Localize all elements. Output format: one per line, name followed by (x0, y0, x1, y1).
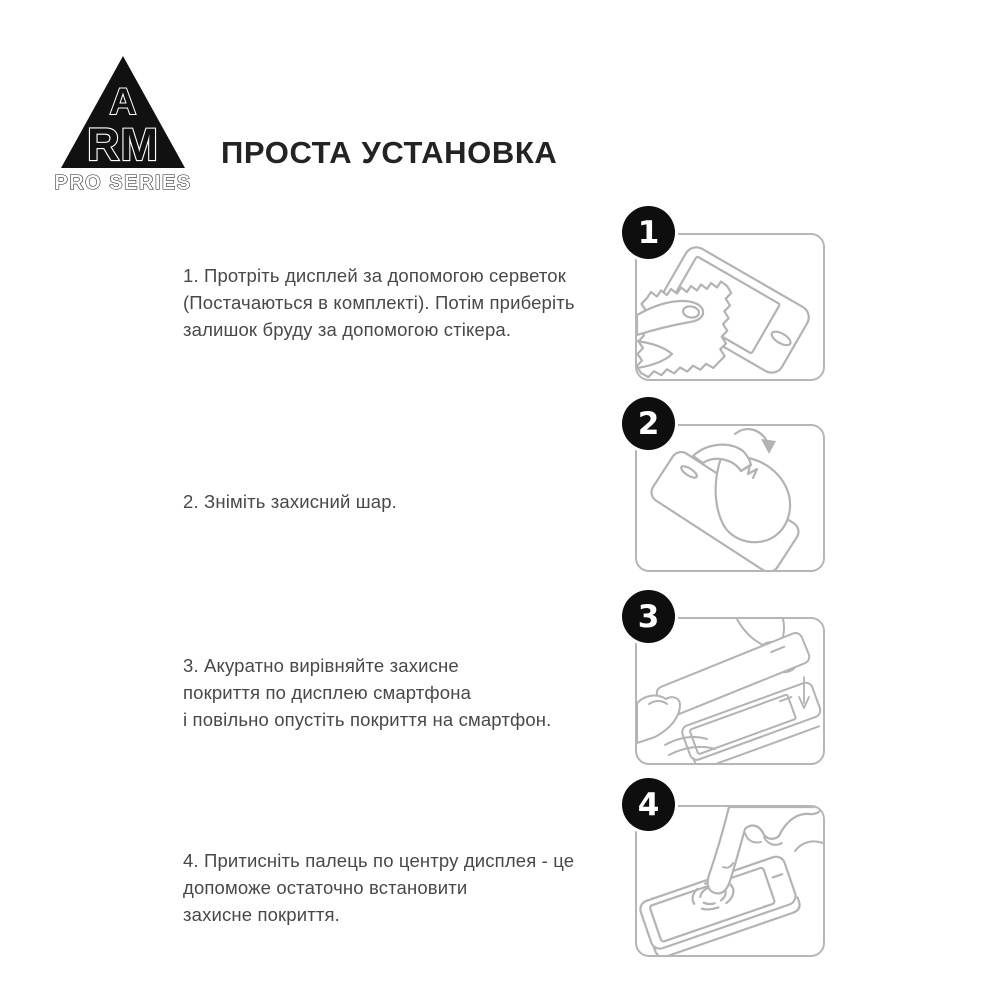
logo-letters-rm: RM (87, 119, 159, 170)
step-1-number-badge: 1 (622, 206, 675, 259)
step-text-line: залишок бруду за допомогою стікера. (183, 319, 512, 340)
step-3-number-badge: 3 (622, 590, 675, 643)
curved-arrow (735, 429, 768, 447)
peel-film-illustration (637, 426, 823, 570)
step-1-illustration-box (635, 233, 825, 381)
align-protector-illustration (637, 619, 823, 763)
logo-series-label: PRO SERIES (54, 172, 192, 194)
press-center-illustration (637, 807, 823, 955)
step-text-line: покриття по дисплею смартфона (183, 682, 472, 703)
step-2-illustration-box (635, 424, 825, 572)
wipe-phone-illustration (637, 235, 823, 379)
step-text-line: 4. Притисніть палець по центру дисплея - це (183, 850, 575, 871)
arrow-head (761, 439, 776, 454)
step-4-illustration-box (635, 805, 825, 957)
step-2-number-badge: 2 (622, 397, 675, 450)
step-3-instructions (183, 652, 653, 733)
step-1-instructions (183, 262, 653, 343)
step-text-line: 2. Зніміть захисний шар. (183, 491, 397, 512)
step-text-line: (Постачаються в комплекті). Потім приберіть (183, 292, 575, 313)
step-3-illustration-box (635, 617, 825, 765)
step-text-line: 3. Акуратно вирівняйте захисне (183, 655, 459, 676)
step-text-line: і повільно опустіть покриття на смартфон. (183, 709, 552, 730)
step-2-instructions (183, 488, 653, 515)
step-text-line: захисне покриття. (183, 904, 340, 925)
step-4-instructions (183, 847, 653, 928)
lifted-film-bulge (716, 457, 790, 543)
step-text-line: допоможе остаточно встановити (183, 877, 468, 898)
step-text-line: 1. Протріть дисплей за допомогою серветок (183, 265, 566, 286)
page-title: ПРОСТА УСТАНОВКА (221, 134, 558, 170)
step-4-number-badge: 4 (622, 778, 675, 831)
brand-logo (53, 50, 197, 194)
logo-letter-a: A (109, 81, 137, 122)
